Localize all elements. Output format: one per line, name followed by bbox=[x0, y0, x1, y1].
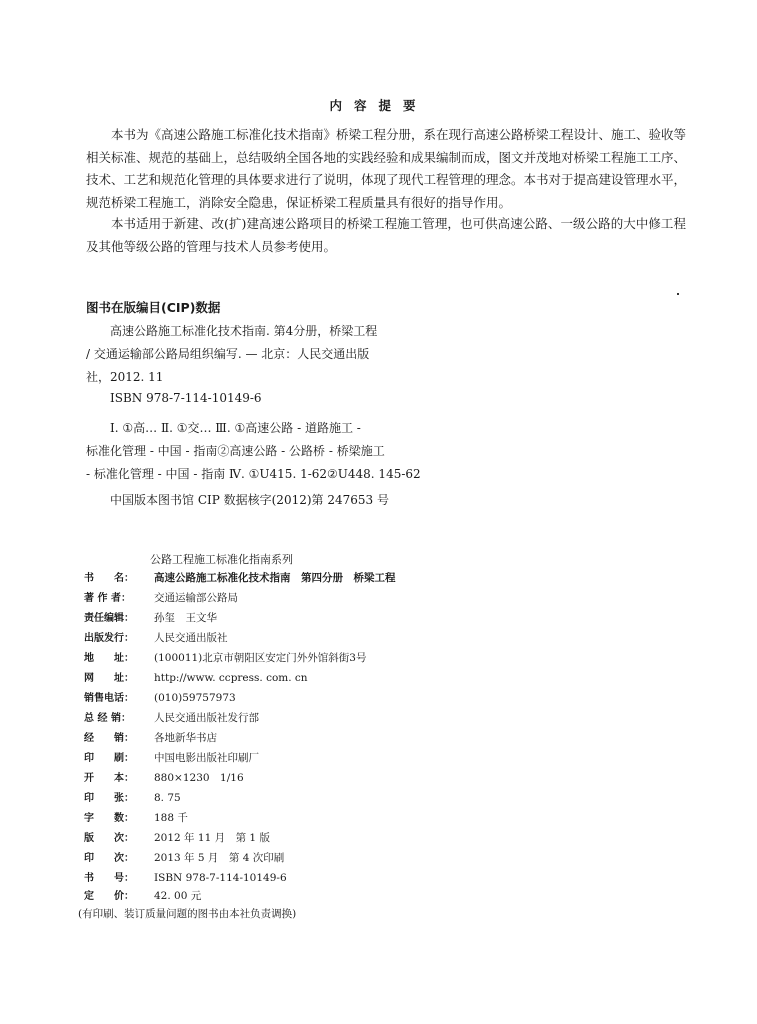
row-key: 地 址： bbox=[84, 653, 134, 664]
row-key: 版 次： bbox=[84, 833, 134, 844]
stray-mark bbox=[677, 293, 679, 295]
row-key: 定 价： bbox=[84, 891, 134, 902]
row-value: 中国电影出版社印刷厂 bbox=[154, 752, 259, 764]
row-value: 2013 年 5 月 第 4 次印刷 bbox=[154, 852, 285, 864]
cip-line: / 交通运输部公路局组织编写. — 北京：人民交通出版 bbox=[86, 347, 370, 361]
colophon-row-edition bbox=[84, 830, 270, 846]
summary-title: 内容提要 bbox=[329, 98, 428, 113]
cip-line: Ⅰ. ①高… Ⅱ. ①交… Ⅲ. ①高速公路 - 道路施工 - bbox=[110, 421, 361, 435]
row-value: 各地新华书店 bbox=[154, 732, 217, 744]
row-key: 印 次： bbox=[84, 853, 134, 864]
cip-line: 社，2012. 11 bbox=[86, 370, 164, 384]
colophon-row-distributor bbox=[84, 710, 259, 726]
colophon-row-address bbox=[84, 650, 366, 666]
row-value: 孙玺 王文华 bbox=[154, 612, 217, 624]
colophon-row-printing bbox=[84, 850, 284, 866]
colophon-row-title bbox=[84, 570, 396, 586]
row-key: 印 张： bbox=[84, 793, 134, 804]
row-value: http://www. ccpress. com. cn bbox=[154, 672, 308, 684]
row-key: 书 名： bbox=[84, 573, 134, 584]
colophon-row-price bbox=[84, 888, 201, 904]
cip-isbn: ISBN 978-7-114-10149-6 bbox=[110, 391, 262, 405]
summary-paragraph-1: 本书为《高速公路施工标准化技术指南》桥梁工程分册，系在现行高速公路桥梁工程设计、施工、验收等相关标准、规范的基础上，总结吸纳全国各地的实践经验和成果编制而成，图文并茂地对桥梁工程施工工序、技术、工艺和规范化管理的具体要求进行了说明，体现了现代工程管理的理念。本书对于提高建设管理水平，规范桥梁工程施工，消除安全隐患，保证桥梁工程质量具有很好的指导作用。 bbox=[86, 127, 687, 210]
colophon-row-editor bbox=[84, 610, 217, 626]
row-value: 42. 00 元 bbox=[154, 890, 202, 902]
row-key: 责任编辑： bbox=[84, 613, 134, 624]
cip-title: 图书在版编目(CIP)数据 bbox=[86, 300, 221, 315]
colophon-row-sheets bbox=[84, 790, 181, 806]
row-key: 开 本： bbox=[84, 773, 134, 784]
row-value: 2012 年 11 月 第 1 版 bbox=[154, 832, 270, 844]
row-value: 人民交通出版社 bbox=[154, 632, 228, 644]
colophon-row-publisher bbox=[84, 630, 228, 646]
row-value: 交通运输部公路局 bbox=[154, 592, 238, 604]
row-key: 网 址： bbox=[84, 673, 134, 684]
row-key: 字 数： bbox=[84, 813, 134, 824]
row-key: 经 销： bbox=[84, 733, 134, 744]
colophon-row-isbn bbox=[84, 870, 287, 886]
summary-paragraph-2: 本书适用于新建、改(扩)建高速公路项目的桥梁工程施工管理，也可供高速公路、一级公路的大中修工程及其他等级公路的管理与技术人员参考使用。 bbox=[86, 216, 686, 254]
row-value: 188 千 bbox=[154, 812, 188, 824]
row-value: 高速公路施工标准化技术指南 第四分册 桥梁工程 bbox=[154, 572, 396, 584]
row-key: 销售电话： bbox=[84, 693, 134, 704]
row-key: 著 作 者： bbox=[84, 593, 131, 604]
quality-footnote: (有印刷、装订质量问题的图书由本社负责调换) bbox=[78, 908, 297, 920]
cip-record-number: 中国版本图书馆 CIP 数据核字(2012)第 247653 号 bbox=[110, 493, 389, 507]
cip-line: 标准化管理 - 中国 - 指南②高速公路 - 公路桥 - 桥梁施工 bbox=[86, 444, 385, 458]
colophon-row-author bbox=[84, 590, 238, 606]
series-name: 公路工程施工标准化指南系列 bbox=[150, 553, 293, 566]
colophon-row-phone bbox=[84, 690, 236, 706]
colophon-row-printer bbox=[84, 750, 259, 766]
row-value: (100011)北京市朝阳区安定门外外馆斜街3号 bbox=[154, 652, 367, 664]
colophon-row-retailer bbox=[84, 730, 217, 746]
row-value: 8. 75 bbox=[154, 792, 181, 804]
row-key: 总 经 销： bbox=[84, 713, 131, 724]
colophon-row-wordcount bbox=[84, 810, 188, 826]
colophon-row-format bbox=[84, 770, 244, 786]
row-key: 出版发行： bbox=[84, 633, 134, 644]
row-key: 书 号： bbox=[84, 873, 134, 884]
row-key: 印 刷： bbox=[84, 753, 134, 764]
row-value: (010)59757973 bbox=[154, 692, 236, 704]
row-value: 880×1230 1/16 bbox=[154, 772, 244, 784]
row-value: 人民交通出版社发行部 bbox=[154, 712, 259, 724]
cip-line: - 标准化管理 - 中国 - 指南 Ⅳ. ①U415. 1-62②U448. 145-62 bbox=[86, 467, 421, 481]
cip-line: 高速公路施工标准化技术指南. 第4分册，桥梁工程 bbox=[110, 324, 378, 338]
colophon-row-website bbox=[84, 670, 308, 686]
row-value: ISBN 978-7-114-10149-6 bbox=[154, 872, 287, 884]
